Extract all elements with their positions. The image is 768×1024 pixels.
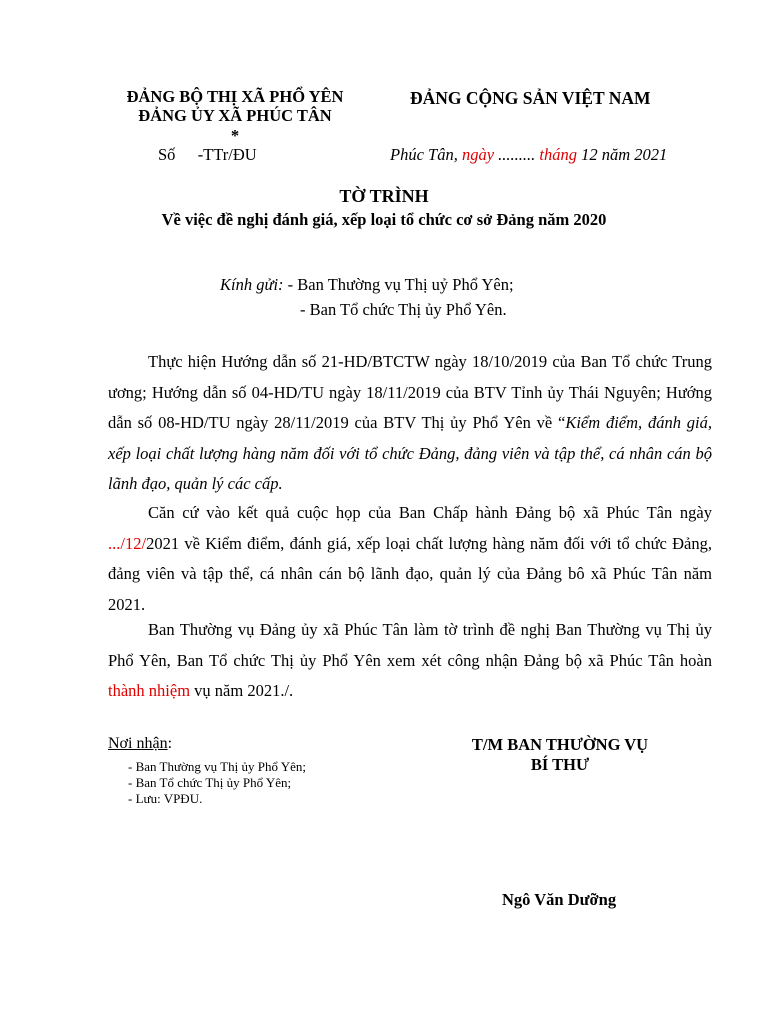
paragraph-3: [108, 615, 712, 707]
document-title: TỜ TRÌNH: [339, 186, 429, 206]
paragraph-2-day: .../: [108, 533, 125, 553]
noi-nhan-item-3: - Lưu: VPĐU.: [128, 791, 203, 806]
place-date: [390, 145, 667, 165]
date-month-label: tháng: [539, 145, 578, 164]
recipient-1: - Ban Thường vụ Thị uỷ Phổ Yên;: [283, 275, 514, 294]
date-dots: .........: [494, 145, 540, 164]
org-parent-name: ĐẢNG BỘ THỊ XÃ PHỔ YÊN: [126, 87, 344, 106]
document-number: [158, 145, 257, 165]
noi-nhan-item-1: - Ban Thường vụ Thị ủy Phổ Yên;: [128, 759, 306, 774]
paragraph-2-text-a: Căn cứ vào kết quả cuộc họp của Ban Chấp hành Đảng bộ xã Phúc Tân ngày: [148, 503, 712, 522]
signer-role-2: BÍ THƯ: [530, 755, 590, 774]
recipient-2: - Ban Tổ chức Thị ủy Phổ Yên.: [300, 300, 507, 319]
paragraph-1-quote: Kiểm điểm, đánh giá, xếp loại chất lượng hàng năm đối với tổ chức Đảng, đảng viên và tập thể, cá nhân cán bộ lãnh đạo, quản lý các cấp.: [108, 413, 712, 493]
paragraph-1: [108, 347, 712, 500]
signer-role-1: T/M BAN THƯỜNG VỤ: [471, 735, 649, 754]
date-day-label: ngày: [461, 145, 495, 164]
paragraph-3-highlight: thành nhiệm: [108, 681, 191, 700]
party-name: ĐẢNG CỘNG SẢN VIỆT NAM: [410, 88, 651, 108]
noi-nhan-colon: :: [167, 735, 173, 752]
paragraph-2-slash: /: [141, 533, 147, 553]
document-subtitle: Về việc đề nghị đánh giá, xếp loại tổ chức cơ sở Đảng năm 2020: [161, 210, 607, 229]
noi-nhan-item-2: - Ban Tổ chức Thị ủy Phổ Yên;: [128, 775, 292, 790]
document-number-label: Số: [158, 145, 176, 164]
paragraph-2: [108, 498, 712, 620]
paragraph-2-text-b: 2021 về Kiểm điểm, đánh giá, xếp loại chất lượng hàng năm đối với tổ chức Đảng, đảng viên và tập thể, cá nhân cán bộ lãnh đạo, quản lý của Đảng bô xã Phúc Tân năm 2021.: [108, 533, 712, 614]
paragraph-3-text-b: vụ năm 2021./.: [190, 681, 294, 700]
paragraph-2-month: 12: [124, 533, 142, 553]
noi-nhan-heading: [108, 735, 172, 753]
signer-name: Ngô Văn Dưỡng: [502, 890, 617, 909]
recipients-label: Kính gửi:: [220, 275, 284, 294]
header-star: *: [230, 126, 240, 145]
document-number-value: -TTr/ĐU: [197, 145, 257, 164]
place-text: Phúc Tân,: [390, 145, 462, 164]
paragraph-3-text-a: Ban Thường vụ Đảng ủy xã Phúc Tân làm tờ trình đề nghị Ban Thường vụ Thị ủy Phổ Yên, Ban Tổ chức Thị ủy Phổ Yên xem xét công nhận Đảng bộ xã Phúc Tân hoàn: [108, 620, 712, 670]
recipients-line1: [220, 275, 514, 295]
paragraph-1-text: Thực hiện Hướng dẫn số 21-HD/BTCTW ngày 18/10/2019 của Ban Tổ chức Trung ương; Hướng dẫn số 04-HD/TU ngày 18/11/2019 của BTV Tỉnh ủy Thái Nguyên; Hướng dẫn số 08-HD/TU ngày 28/11/2019 của BTV Thị ủy Phổ Yên về “: [108, 352, 712, 432]
date-rest: 12 năm 2021: [577, 145, 668, 164]
org-name: ĐẢNG ỦY XÃ PHÚC TÂN: [138, 106, 332, 125]
noi-nhan-label: Nơi nhận: [108, 735, 168, 752]
